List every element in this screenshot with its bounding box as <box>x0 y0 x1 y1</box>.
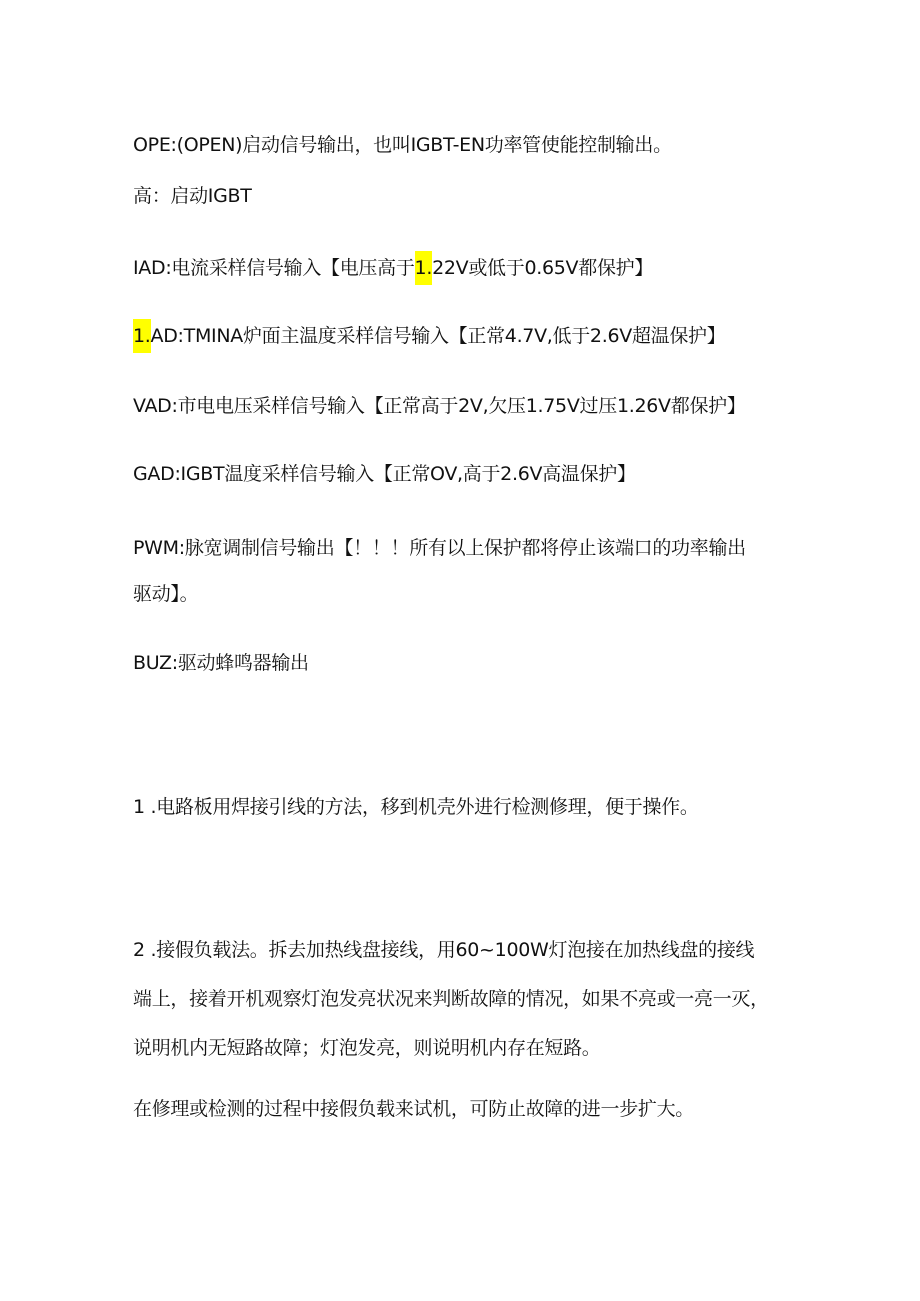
iad-text-post: 22V或低于0.65V都保护】 <box>432 257 654 279</box>
buz-line: BUZ:驱动蜂鸣器输出 <box>133 652 309 674</box>
step-2-line-3: 说明机内无短路故障；灯泡发亮，则说明机内存在短路。 <box>133 1037 601 1059</box>
pwm-line-1: PWM:脉宽调制信号输出【！！！所有以上保护都将停止该端口的功率输出 <box>133 537 746 559</box>
gad-line: GAD:IGBT温度采样信号输入【正常OV,高于2.6V高温保护】 <box>133 463 636 485</box>
pwm-line-2: 驱动】。 <box>133 583 199 605</box>
step-2-line-2: 端上，接着开机观察灯泡发亮状况来判断故障的情况，如果不亮或一亮一灭， <box>133 988 769 1010</box>
iad-highlight: 1. <box>415 251 433 285</box>
step-2-line-1: 2 .接假负载法。拆去加热线盘接线，用60~100W灯泡接在加热线盘的接线 <box>133 939 755 961</box>
iad-line <box>133 255 833 281</box>
step-1-line: 1 .电路板用焊接引线的方法，移到机壳外进行检测修理，便于操作。 <box>133 796 699 818</box>
vad-line: VAD:市电电压采样信号输入【正常高于2V,欠压1.75V过压1.26V都保护】 <box>133 395 746 417</box>
tmina-text-post: AD:TMINA炉面主温度采样信号输入【正常4.7V,低于2.6V超温保护】 <box>150 325 726 347</box>
note-line: 在修理或检测的过程中接假负载来试机，可防止故障的进一步扩大。 <box>133 1098 695 1120</box>
ope-line: OPE:(OPEN)启动信号输出，也叫IGBT-EN功率管使能控制输出。 <box>133 134 672 156</box>
tmina-line <box>133 323 833 349</box>
tmina-highlight: 1. <box>133 319 151 353</box>
high-line: 高：启动IGBT <box>133 185 252 207</box>
iad-text-pre: IAD:电流采样信号输入【电压高于 <box>133 257 415 279</box>
